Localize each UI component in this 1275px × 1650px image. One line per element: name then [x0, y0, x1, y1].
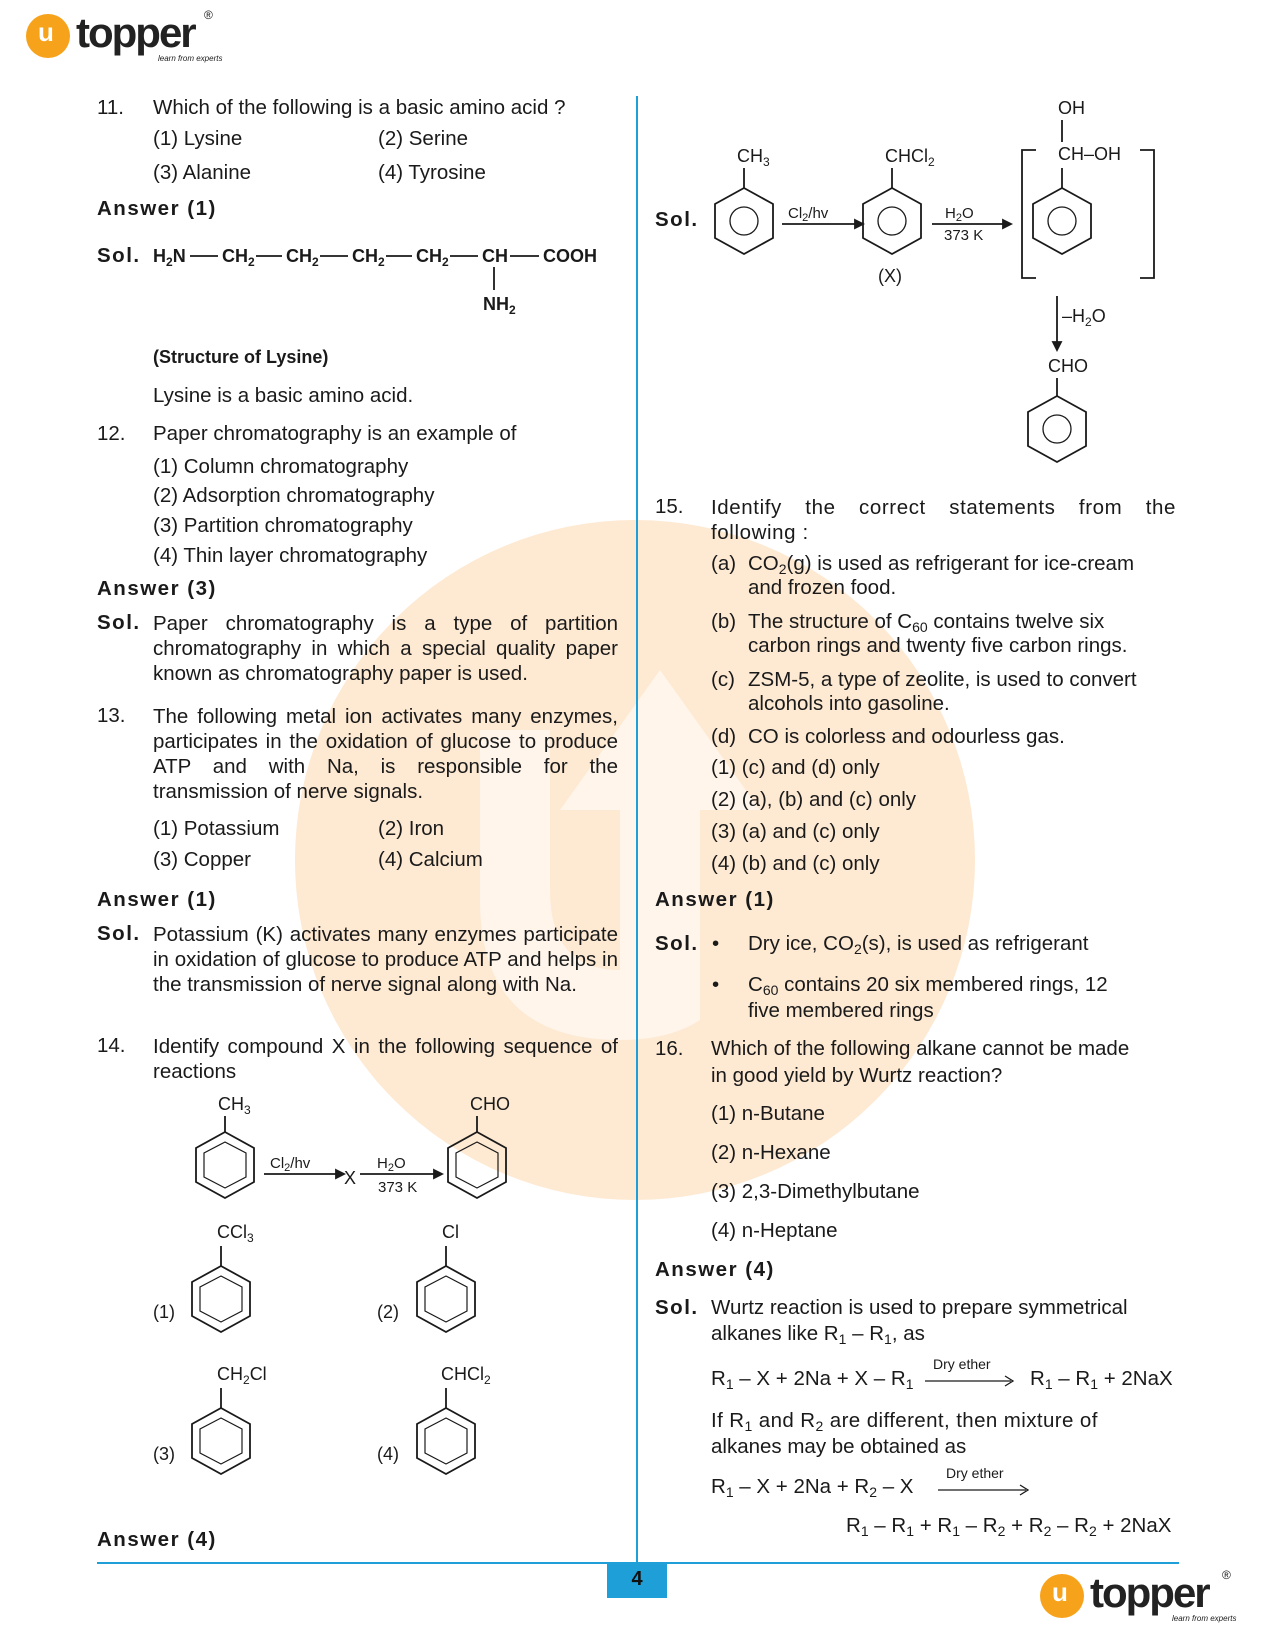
- q12-option-4: (4) Thin layer chromatography: [153, 544, 428, 567]
- sol-choh: CH–OH: [1058, 144, 1122, 164]
- q16-sol-label: Sol.: [655, 1296, 699, 1319]
- q15-d-line1: CO is colorless and odourless gas.: [748, 725, 1065, 748]
- q16-mid-text-2: alkanes may be obtained as: [711, 1435, 967, 1458]
- lysine-ch2-4: $CH_2$: [416, 246, 449, 269]
- q15-option-4: (4) (b) and (c) only: [711, 852, 880, 875]
- wurtz-eq1-right: $R_1 - R_1 + 2NaX$: [1030, 1367, 1173, 1392]
- lysine-ch2-1: $CH_2$: [222, 246, 255, 269]
- q15-a-label: (a): [711, 552, 737, 575]
- sol-oh: OH: [1058, 98, 1085, 118]
- q15-sol-label: Sol.: [655, 932, 699, 955]
- q11-answer: Answer (1): [97, 197, 217, 220]
- q15-text: Identify the correct statements from the following :: [711, 496, 1176, 544]
- q15-option-3: (3) (a) and (c) only: [711, 820, 880, 843]
- page-number: 4: [607, 1562, 667, 1598]
- wurtz-eq2-condition: Dry ether: [946, 1465, 1004, 1481]
- q14-cl2hv: $Cl_2/hv$: [270, 1155, 311, 1174]
- q15-b-line2: carbon rings and twenty five carbon rings.: [748, 634, 1128, 657]
- footer-logo-name: topper: [1090, 1569, 1209, 1616]
- logo-mark-letter: u: [38, 17, 54, 47]
- q12-number: 12.: [97, 422, 126, 445]
- q14-x: X: [344, 1168, 357, 1188]
- q11-caption: (Structure of Lysine): [153, 347, 329, 367]
- q14-373k: 373 K: [378, 1179, 418, 1196]
- sol-chcl2: CHCl$_2$: [885, 146, 935, 169]
- q14-cho: CHO: [470, 1094, 510, 1114]
- q12-answer: Answer (3): [97, 577, 217, 600]
- q14-opt3-ch2cl: $CH_2Cl$: [217, 1364, 267, 1387]
- q14-opt4-label: (4): [377, 1444, 399, 1464]
- q14-reaction-scheme: [180, 1088, 530, 1218]
- q15-sol-line-3: five membered rings: [748, 999, 934, 1022]
- q16-text-1: Which of the following alkane cannot be made: [711, 1037, 1130, 1060]
- q14-options: [145, 1220, 525, 1500]
- sol-ch3: $CH_3$: [737, 146, 770, 169]
- lysine-ch2-2: $CH_2$: [286, 246, 319, 269]
- q12-text: Paper chromatography is an example of: [153, 422, 517, 445]
- q14-answer: Answer (4): [97, 1528, 217, 1551]
- column-divider: [636, 96, 638, 1576]
- q14-h2o: $H_2O$: [377, 1155, 406, 1174]
- q12-sol-text: Paper chromatography is a type of partition chromatography in which a special quality paper known as chromatography paper is used.: [153, 612, 618, 685]
- sol-h2o: $H_2O$: [945, 205, 974, 224]
- q14-solution-scheme: [700, 92, 1180, 482]
- wurtz-eq2-right: $R_1 - R_1 + R_1 - R_2 + R_2 - R_2 + 2NaX$: [846, 1514, 1172, 1539]
- q13-option-4: (4) Calcium: [378, 848, 483, 871]
- q13-number: 13.: [97, 704, 126, 727]
- q15-d-label: (d): [711, 725, 737, 748]
- q15-answer: Answer (1): [655, 888, 775, 911]
- lysine-h2n: $H_2N$: [153, 246, 186, 269]
- lysine-ch2-3: $CH_2$: [352, 246, 385, 269]
- q13-option-1: (1) Potassium: [153, 817, 280, 840]
- q11-option-2: (2) Serine: [378, 127, 469, 150]
- q11-conclusion: Lysine is a basic amino acid.: [153, 384, 414, 407]
- watermark-u-arrow-icon: [470, 640, 770, 1060]
- q16-option-2: (2) n-Hexane: [711, 1141, 831, 1164]
- q14-number: 14.: [97, 1034, 126, 1057]
- sol-cl2hv: $Cl_2/hv$: [788, 205, 829, 224]
- logo-reg: ®: [204, 8, 213, 22]
- q14-sol-label: Sol.: [655, 208, 699, 231]
- q12-option-1: (1) Column chromatography: [153, 455, 409, 478]
- footer-logo-mark-letter: u: [1052, 1577, 1068, 1607]
- q14-opt4-chcl2: CHCl$_2$: [441, 1364, 491, 1387]
- q14-ch3: $CH_3$: [218, 1094, 251, 1117]
- q15-b-line1: The structure of $C_{60}$ contains twelve six: [748, 610, 1105, 635]
- q14-opt2-label: (2): [377, 1302, 399, 1322]
- q15-sol-bullet-2: •: [712, 973, 720, 996]
- q15-sol-line-1: Dry ice, $CO_2(s)$, is used as refrigerant: [748, 932, 1089, 957]
- q15-c-label: (c): [711, 668, 735, 691]
- q16-option-4: (4) n-Heptane: [711, 1219, 838, 1242]
- q15-option-1: (1) (c) and (d) only: [711, 756, 880, 779]
- q12-option-3: (3) Partition chromatography: [153, 514, 413, 537]
- wurtz-eq2-left: $R_1 - X + 2Na + R_2 - X$: [711, 1475, 914, 1500]
- q15-number: 15.: [655, 495, 684, 518]
- footer-logo-tagline: learn from experts: [1172, 1614, 1237, 1623]
- wurtz-eq1-condition: Dry ether: [933, 1356, 991, 1372]
- logo-tagline: learn from experts: [158, 54, 223, 63]
- q11-option-3: (3) Alanine: [153, 161, 252, 184]
- q16-text-2: in good yield by Wurtz reaction?: [711, 1064, 1003, 1087]
- footer-logo-reg: ®: [1222, 1568, 1231, 1582]
- q13-text: The following metal ion activates many enzymes, participates in the oxidation of glucose to produce ATP and with Na, is responsible for the transmission of nerve signals.: [153, 705, 618, 803]
- q16-sol-text-2: alkanes like $R_1 - R_1$, as: [711, 1322, 925, 1347]
- sol-minus-h2o: $-H_2O$: [1062, 306, 1106, 329]
- q13-option-3: (3) Copper: [153, 848, 251, 871]
- q16-answer: Answer (4): [655, 1258, 775, 1281]
- q16-option-3: (3) 2,3-Dimethylbutane: [711, 1180, 920, 1203]
- lysine-ch: CH: [482, 246, 508, 266]
- lysine-cooh: COOH: [543, 246, 597, 266]
- q14-opt3-label: (3): [153, 1444, 175, 1464]
- sol-373k: 373 K: [944, 227, 984, 244]
- logo-name: topper: [76, 9, 195, 56]
- q15-a-line1: $CO_2(g)$ is used as refrigerant for ice-cream: [748, 552, 1135, 577]
- sol-cho: CHO: [1048, 356, 1088, 376]
- q16-number: 16.: [655, 1037, 684, 1060]
- q13-sol-text: Potassium (K) activates many enzymes participate in oxidation of glucose to produce ATP and helps in the transmission of nerve signal along with Na.: [153, 923, 618, 996]
- q15-c-line1: ZSM-5, a type of zeolite, is used to convert: [748, 668, 1137, 691]
- q16-mid-text-1: If $R_1$ and $R_2$ are different, then mixture of: [711, 1409, 1098, 1434]
- q15-b-label: (b): [711, 610, 737, 633]
- q16-option-1: (1) n-Butane: [711, 1102, 825, 1125]
- q16-sol-text-1: Wurtz reaction is used to prepare symmetrical: [711, 1296, 1128, 1319]
- q11-option-1: (1) Lysine: [153, 127, 243, 150]
- wurtz-eq1-arrow-icon: [925, 1375, 1019, 1387]
- q15-sol-bullet-1: •: [712, 932, 720, 955]
- q14-opt1-label: (1): [153, 1302, 175, 1322]
- sol-x-label: (X): [878, 266, 902, 286]
- q13-sol-label: Sol.: [97, 922, 141, 945]
- q13-option-2: (2) Iron: [378, 817, 445, 840]
- q12-option-2: (2) Adsorption chromatography: [153, 484, 435, 507]
- q11-sol-label: Sol.: [97, 244, 141, 267]
- q14-opt2-cl: Cl: [442, 1222, 459, 1242]
- lysine-structure: [150, 236, 620, 316]
- q14-text: Identify compound X in the following sequence of reactions: [153, 1035, 618, 1083]
- wurtz-eq1-left: $R_1 - X + 2Na + X - R_1$: [711, 1367, 914, 1392]
- lysine-nh2: $NH_2$: [483, 294, 516, 316]
- q12-sol-label: Sol.: [97, 611, 141, 634]
- q13-answer: Answer (1): [97, 888, 217, 911]
- q15-option-2: (2) (a), (b) and (c) only: [711, 788, 917, 811]
- wurtz-eq2-arrow-icon: [938, 1484, 1034, 1496]
- q11-number: 11.: [97, 96, 124, 119]
- q14-opt1-ccl3: CCl$_3$: [217, 1222, 254, 1245]
- q11-text: Which of the following is a basic amino acid ?: [153, 96, 566, 119]
- q15-sol-line-2: $C_{60}$ contains 20 six membered rings, 12: [748, 973, 1108, 998]
- q15-c-line2: alcohols into gasoline.: [748, 692, 950, 715]
- q15-a-line2: and frozen food.: [748, 576, 897, 599]
- q11-option-4: (4) Tyrosine: [378, 161, 486, 184]
